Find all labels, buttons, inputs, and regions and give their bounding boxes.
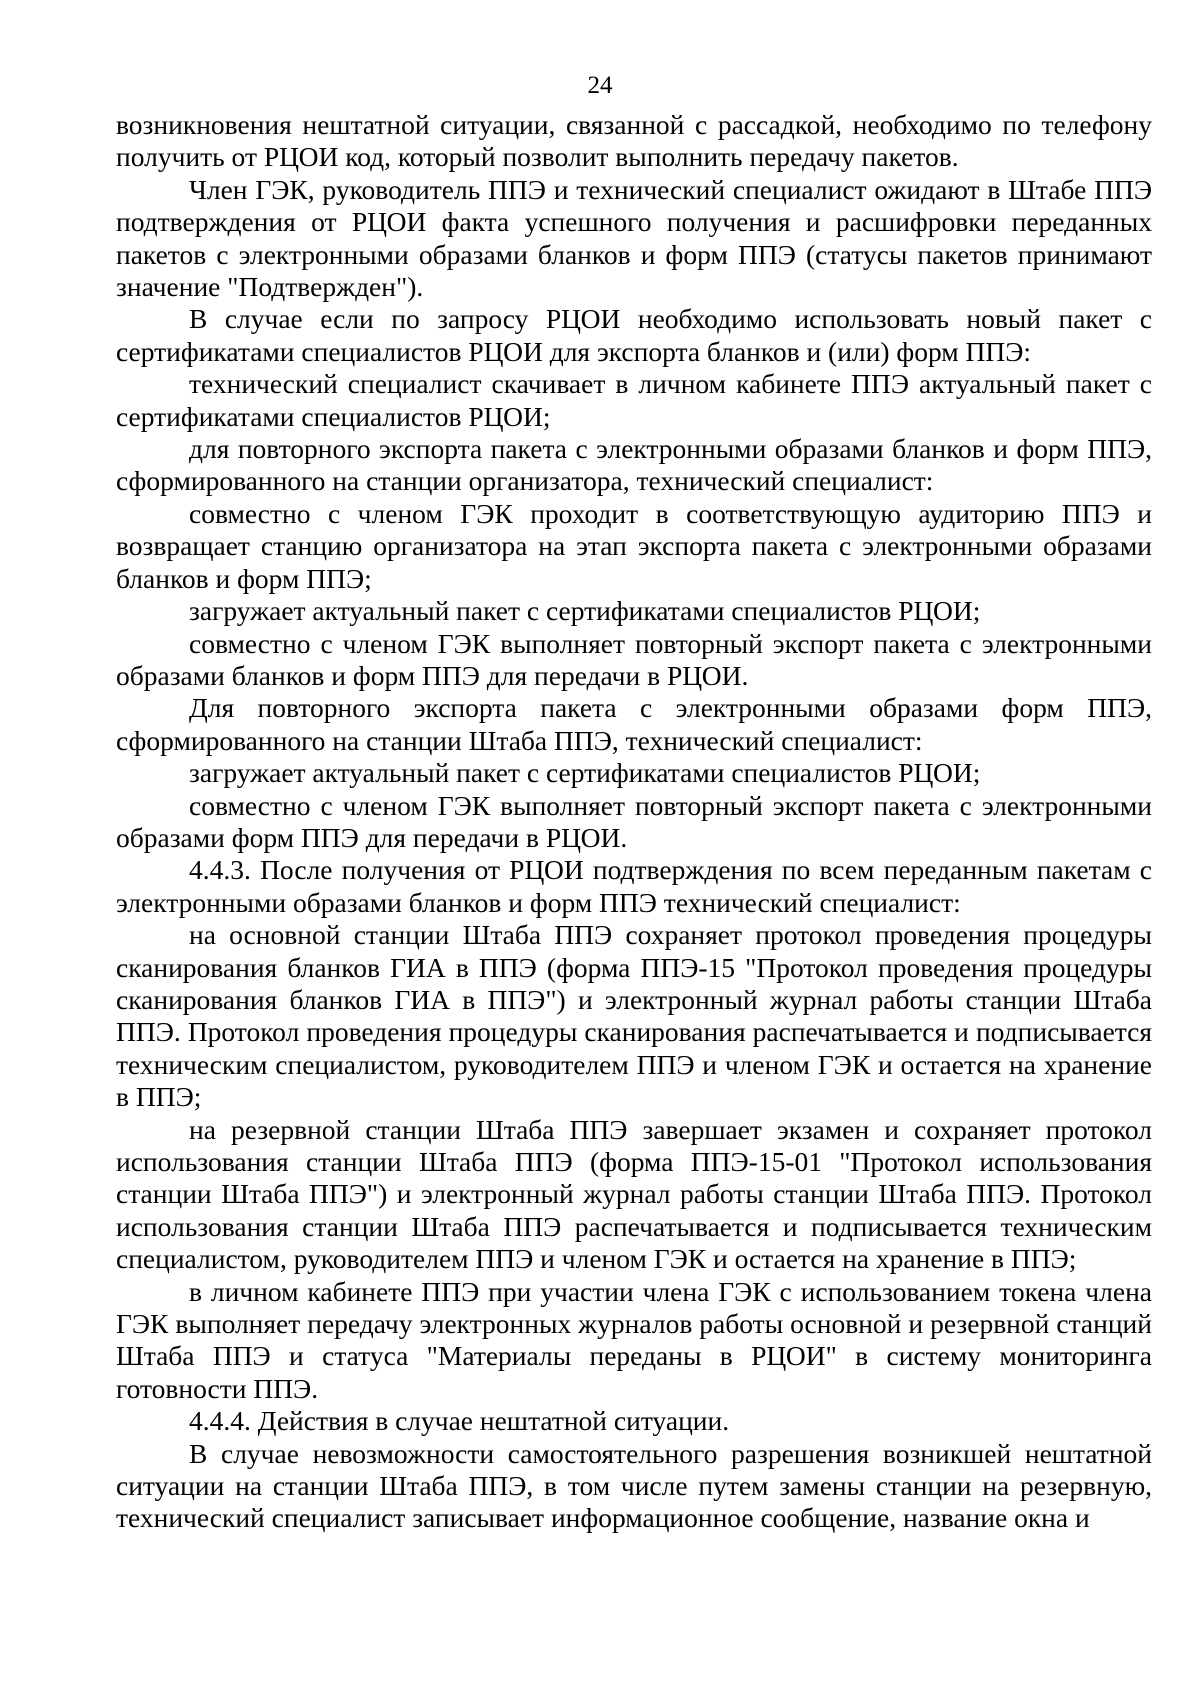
list-item-paragraph: на основной станции Штаба ППЭ сохраняет протокол проведения процедуры сканирования бланков ГИА в ППЭ (форма ППЭ-15 "Протокол проведения процедуры сканирования бланков ГИА в ППЭ") и электронный журнал работы станции Штаба ППЭ. Протокол проведения процедуры сканирования распечатывается и подписывается техническим специалистом, руководителем ППЭ и членом ГЭК и остается на хранение в ППЭ; xyxy=(116,919,1152,1113)
list-item-paragraph: совместно с членом ГЭК выполняет повторный экспорт пакета с электронными образами бланков и форм ППЭ для передачи в РЦОИ. xyxy=(116,627,1152,691)
paragraph: Для повторного экспорта пакета с электронными образами форм ППЭ, сформированного на станции Штаба ППЭ, технический специалист: xyxy=(116,692,1152,756)
list-item-paragraph: загружает актуальный пакет с сертификатами специалистов РЦОИ; xyxy=(189,595,981,627)
section-paragraph-4-4-3: 4.4.3. После получения от РЦОИ подтверждения по всем переданным пакетам с электронными образами бланков и форм ППЭ технический специалист: xyxy=(116,854,1152,918)
list-item-paragraph: для повторного экспорта пакета с электронными образами бланков и форм ППЭ, сформированного на станции организатора, технический специалист: xyxy=(116,433,1152,497)
page-number: 24 xyxy=(587,72,613,99)
list-item-paragraph: совместно с членом ГЭК выполняет повторный экспорт пакета с электронными образами форм ППЭ для передачи в РЦОИ. xyxy=(116,789,1152,853)
list-item-paragraph: технический специалист скачивает в личном кабинете ППЭ актуальный пакет с сертификатами специалистов РЦОИ; xyxy=(116,368,1152,432)
paragraph-continuation: возникновения нештатной ситуации, связанной с рассадкой, необходимо по телефону получить от РЦОИ код, который позволит выполнить передачу пакетов. xyxy=(116,109,1152,173)
paragraph: В случае если по запросу РЦОИ необходимо использовать новый пакет с сертификатами специалистов РЦОИ для экспорта бланков и (или) форм ППЭ: xyxy=(116,303,1152,367)
list-item-paragraph: на резервной станции Штаба ППЭ завершает экзамен и сохраняет протокол использования станции Штаба ППЭ (форма ППЭ-15-01 "Протокол использования станции Штаба ППЭ") и электронный журнал работы станции Штаба ППЭ. Протокол использования станции Штаба ППЭ распечатывается и подписывается техническим специалистом, руководителем ППЭ и членом ГЭК и остается на хранение в ППЭ; xyxy=(116,1113,1152,1275)
list-item-paragraph: загружает актуальный пакет с сертификатами специалистов РЦОИ; xyxy=(189,757,981,789)
paragraph: Член ГЭК, руководитель ППЭ и технический специалист ожидают в Штабе ППЭ подтверждения от РЦОИ факта успешного получения и расшифровки переданных пакетов с электронными образами бланков и форм ППЭ (статусы пакетов принимают значение "Подтвержден"). xyxy=(116,173,1152,303)
paragraph: В случае невозможности самостоятельного разрешения возникшей нештатной ситуации на станции Штаба ППЭ, в том числе путем замены станции на резервную, технический специалист записывает информационное сообщение, название окна и xyxy=(116,1437,1152,1534)
list-item-paragraph: совместно с членом ГЭК проходит в соответствующую аудиторию ППЭ и возвращает станцию организатора на этап экспорта пакета с электронными образами бланков и форм ППЭ; xyxy=(116,497,1152,594)
document-body xyxy=(116,109,1152,1535)
list-item-paragraph: в личном кабинете ППЭ при участии члена ГЭК с использованием токена члена ГЭК выполняет передачу электронных журналов работы основной и резервной станций Штаба ППЭ и статуса "Материалы переданы в РЦОИ" в систему мониторинга готовности ППЭ. xyxy=(116,1275,1152,1404)
section-heading-4-4-4: 4.4.4. Действия в случае нештатной ситуации. xyxy=(189,1405,730,1437)
